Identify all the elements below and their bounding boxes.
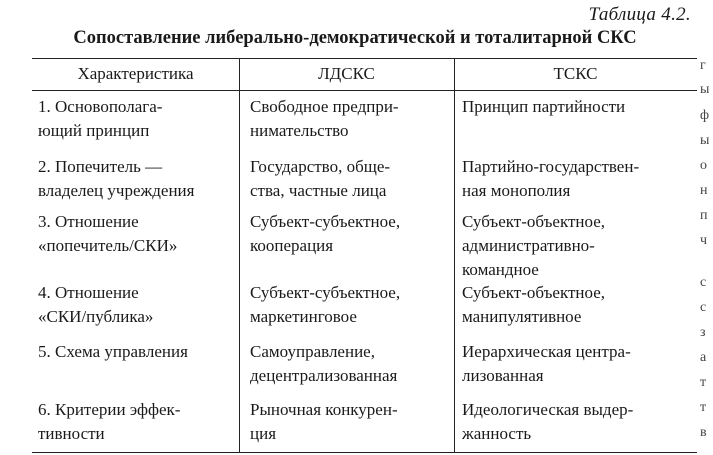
margin-fragment: з: [700, 325, 706, 340]
cell-line: командное: [462, 260, 539, 279]
cell-line: манипулятивное: [462, 307, 582, 326]
cell-line: Субъект-объектное,: [462, 212, 606, 231]
cell-line: Идеологическая выдер-: [462, 400, 634, 419]
cell-line: «СКИ/публика»: [38, 307, 154, 326]
cell-line: 4. Отношение: [38, 283, 139, 302]
cell-line: кооперация: [250, 236, 334, 255]
cell-characteristic: [38, 210, 238, 258]
margin-fragment: о: [700, 158, 707, 173]
table-header-rule: [32, 90, 697, 91]
cell-line: ющий принцип: [38, 121, 150, 140]
cell-line: Субъект-субъектное,: [250, 283, 401, 302]
margin-fragment: т: [700, 400, 707, 415]
margin-fragment: с: [700, 275, 707, 290]
margin-fragment: а: [700, 350, 707, 365]
cell-line: нимательство: [250, 121, 349, 140]
cell-characteristic: [38, 398, 238, 446]
cell-line: децентрализованная: [250, 366, 398, 385]
cell-line: 2. Попечитель —: [38, 157, 163, 176]
cell-characteristic: [38, 281, 238, 329]
cell-line: Принцип партийности: [462, 97, 626, 116]
cell-tsks: [462, 340, 694, 388]
cell-line: административно-: [462, 236, 595, 255]
cell-tsks: [462, 95, 694, 119]
cell-line: лизованная: [462, 366, 544, 385]
cell-line: 6. Критерии эффек-: [38, 400, 181, 419]
cell-line: Субъект-субъектное,: [250, 212, 401, 231]
cell-line: тивности: [38, 424, 105, 443]
cell-ldsks: [250, 210, 450, 258]
cell-tsks: [462, 281, 694, 329]
cell-characteristic: [38, 95, 238, 143]
table-title: Сопоставление либерально-демократической и тоталитарной СКС: [73, 28, 637, 48]
cell-line: Иерархическая центра-: [462, 342, 631, 361]
column-divider-2: [454, 58, 455, 452]
cell-ldsks: [250, 95, 450, 143]
cell-ldsks: [250, 281, 450, 329]
cell-line: Государство, обще-: [250, 157, 391, 176]
cell-line: 1. Основополага-: [38, 97, 163, 116]
cell-ldsks: [250, 398, 450, 446]
cell-ldsks: [250, 340, 450, 388]
header-tsks: ТСКС: [553, 64, 598, 83]
cell-ldsks: [250, 155, 450, 203]
margin-fragment: ы: [700, 82, 710, 97]
cell-line: маркетинговое: [250, 307, 357, 326]
margin-fragment: г: [700, 58, 706, 73]
cell-characteristic: [38, 155, 238, 203]
cell-line: владелец учреждения: [38, 181, 195, 200]
header-ldsks: ЛДСКС: [318, 64, 375, 83]
margin-fragment: с: [700, 300, 707, 315]
margin-fragment: в: [700, 425, 707, 440]
cell-line: «попечитель/СКИ»: [38, 236, 178, 255]
cell-tsks: [462, 398, 694, 446]
margin-fragment: т: [700, 375, 707, 390]
cell-line: жанность: [462, 424, 532, 443]
cell-line: ция: [250, 424, 277, 443]
cell-line: Рыночная конкурен-: [250, 400, 398, 419]
margin-fragment: ы: [700, 133, 710, 148]
cell-line: Самоуправление,: [250, 342, 375, 361]
cell-line: 3. Отношение: [38, 212, 139, 231]
table-bottom-rule: [32, 452, 697, 453]
column-divider-1: [239, 58, 240, 452]
margin-fragment: ч: [700, 233, 708, 248]
cell-line: ства, частные лица: [250, 181, 387, 200]
cell-tsks: [462, 155, 694, 203]
cell-line: Субъект-объектное,: [462, 283, 606, 302]
margin-fragment: н: [700, 183, 708, 198]
margin-fragment: п: [700, 208, 708, 223]
cell-line: Свободное предпри-: [250, 97, 399, 116]
margin-fragment: ф: [700, 108, 710, 123]
cell-line: 5. Схема управления: [38, 342, 188, 361]
table-top-rule: [32, 58, 697, 59]
header-characteristic: Характеристика: [77, 64, 194, 83]
cell-tsks: [462, 210, 694, 282]
cell-characteristic: [38, 340, 238, 364]
cell-line: ная монополия: [462, 181, 571, 200]
table-number: Таблица 4.2.: [588, 4, 691, 25]
cell-line: Партийно-государствен-: [462, 157, 640, 176]
